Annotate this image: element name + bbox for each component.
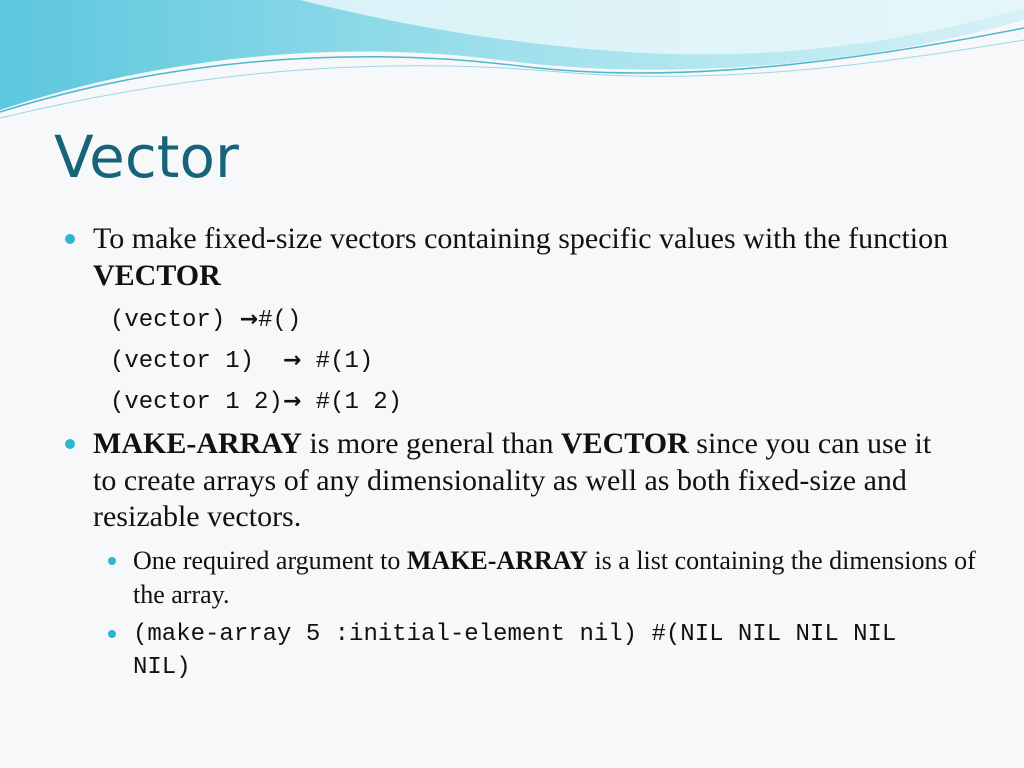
bullet1-keyword: VECTOR <box>93 258 221 292</box>
arrow-right-icon: → <box>282 348 302 373</box>
bullet-make-array-description: MAKE-ARRAY is more general than VECTOR since you can use it to create arrays of any dimensionality as well as both fixed-size and resizable vectors. <box>93 427 932 533</box>
slide-title: Vector <box>54 123 239 191</box>
bullet-dot-icon <box>63 232 77 246</box>
header-wave-decoration <box>0 0 1024 130</box>
arrow-right-icon: → <box>239 307 259 332</box>
arrow-right-icon: → <box>282 389 302 414</box>
example-line: (vector 1 2)→ #(1 2) <box>110 389 403 416</box>
sub-bullet-code-example: (make-array 5 :initial-element nil) #(NIL NIL NIL NIL NIL) <box>133 621 897 681</box>
bullet1-text: To make fixed-size vectors containing specific values with the function <box>93 222 949 255</box>
bullet-dot-icon <box>63 437 77 451</box>
sub-bullet-required-argument: One required argument to MAKE-ARRAY is a list containing the dimensions of the array. <box>133 546 976 609</box>
example-line: (vector 1) → #(1) <box>110 348 374 375</box>
sub-bullet-dot-icon <box>107 629 117 639</box>
sub-bullet-dot-icon <box>107 556 117 566</box>
example-line: (vector) →#() <box>110 307 302 334</box>
bullet-vector-description <box>93 221 973 294</box>
